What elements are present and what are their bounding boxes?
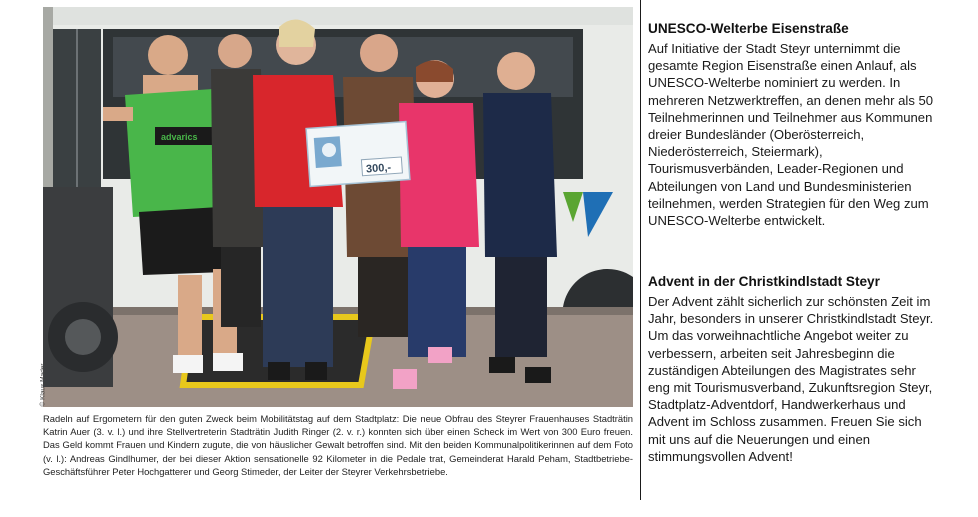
column-divider xyxy=(640,0,641,500)
photo-illustration xyxy=(43,7,633,407)
article-section-advent xyxy=(648,274,938,465)
charity-check xyxy=(306,122,410,187)
photo-credit-text: © Klaus Mader xyxy=(39,363,47,407)
section-body: Auf Initiative der Stadt Steyr unternimmt die gesamte Region Eisenstraße einen Anlauf, als UNESCO-Welterbe nominiert zu werden. In mehreren Netzwerktreffen, an denen mehr als 50 Teilnehmerinnen und Teilnehmer aus Kommunen dreier Bundesländer (Oberösterreich, Niederösterreich, Steiermark), Tourismusverbänden, Leader-Regionen und Abteilungen von Land und Bundesministerien teilnehmen, werden Strategien für den Weg zum UNESCO-Welterbe entwickelt. xyxy=(648,41,934,229)
event-photo xyxy=(43,7,633,407)
jersey-brand: advarics xyxy=(161,132,198,142)
check-amount: 300,- xyxy=(365,161,392,176)
photo-credit xyxy=(34,330,47,408)
photo-caption-text: Radeln auf Ergometern für den guten Zweck beim Mobilitätstag auf dem Stadtplatz: Die neue Obfrau des Steyrer Frauenhauses Stadträtin Katrin Auer (3. v. l.) und ihre Stellvertreterin Stadträtin Judith Ringer (2. v. r.) konnten sich über einen Scheck im Wert von 300 Euro freuen. Das Geld kommt Frauen und Kindern zugute, die von häuslicher Gewalt betroffen sind. Mit den beiden Kommunalpolitikerinnen auf dem Foto (v. l.): Andreas Gindlhumer, der bei dieser Aktion sensationelle 92 Kilometer in die Pedale trat, Gemeinderat Harald Peham, Stadtbetriebe-Geschäftsführer Peter Hochgatterer und Georg Stimeder, der Leiter der Steyrer Verkehrsbetriebe. xyxy=(43,413,633,477)
photo-caption xyxy=(43,412,633,478)
article-section-unesco xyxy=(648,21,938,229)
section-heading: UNESCO-Welterbe Eisenstraße xyxy=(648,21,849,36)
section-body: Der Advent zählt sicherlich zur schönsten Zeit im Jahr, besonders in unserer Christkindlstadt Steyr. Um das vorweihnachtliche Angebot weiter zu verbessern, arbeiten seit Jahresbeginn die zuständigen Abteilungen des Magistrates sehr eng mit Tourismusverband, Zukunftsregion Steyr, Stadtplatz-Adventdorf, Handwerkerhaus und Advent im Schloss zusammen. Freuen Sie sich mit uns auf die Neuerungen und einen stimmungsvollen Advent! xyxy=(648,294,934,464)
section-heading: Advent in der Christkindlstadt Steyr xyxy=(648,274,880,289)
